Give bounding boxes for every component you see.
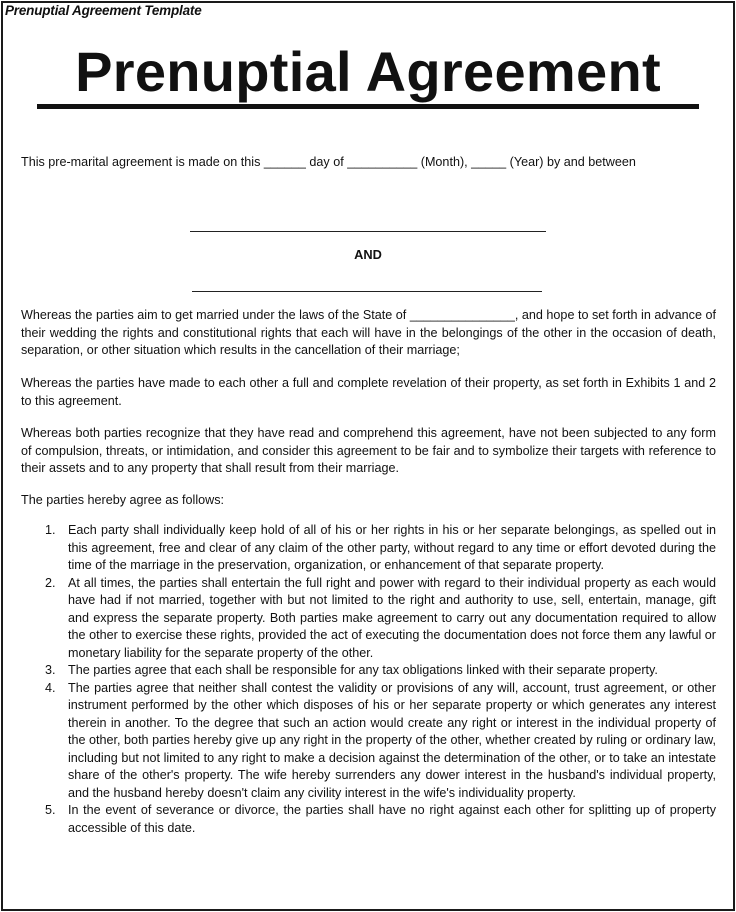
- list-item-number: 1.: [45, 523, 56, 537]
- list-item: [21, 802, 716, 837]
- list-item-number: 4.: [45, 680, 56, 695]
- list-item: [21, 522, 716, 575]
- list-item-text: The parties agree that neither shall contest the validity or provisions of any will, account, trust agreement, or other instrument performed by the other which disposes of his or her separate property or which generates any interest therein in another. To the degree that such an action would create any right or interest in the individual property of the other, both parties hereby give up any right in the property of the other, whether created by ruling or ordinary law, including but not limited to any right to make a decision against the determination of the other, or to take an intestate share of the other's property. The wife hereby surrenders any dower interest in the husband's individual property, and the husband hereby doesn't claim any civility interest in the wife's individuality property.: [68, 680, 716, 800]
- intro-paragraph: This pre-marital agreement is made on this ______ day of __________ (Month), _____ (Year) by and between: [21, 155, 636, 169]
- list-item-text: Each party shall individually keep hold of all of his or her rights in his or her separate belongings, as spelled out in this agreement, free and clear of any claim of the other party, without regard to any time or effort devoted during the time of the marriage in the preservation, organization, or enhancement of that separate property.: [68, 523, 716, 572]
- list-item-text: At all times, the parties shall entertain the full right and power with regard to their individual property as each would have had if not married, together with but not limited to the right and authority to use, sell, entertain, manage, gift and express the separate property. Both parties make agreement to carry out any documentation required to allow the other to exercise these rights, provided the act of executing the documentation does not force them any lawful or monetary liability for the separate property of the other.: [68, 575, 716, 660]
- agreement-intro: The parties hereby agree as follows:: [21, 493, 225, 507]
- whereas-paragraph-1: Whereas the parties aim to get married under the laws of the State of _______________, and hope to set forth in advance of their wedding the rights and constitutional rights that each will have in the belongings of the other in the occasion of death, separation, or other situation which results in the cancellation of their marriage;: [21, 308, 716, 357]
- list-item-number: 5.: [45, 803, 56, 817]
- party-two-signature-line: [192, 291, 542, 292]
- page-title: Prenuptial Agreement: [75, 40, 661, 103]
- party-one-signature-line: [190, 231, 546, 232]
- and-separator: AND: [354, 247, 382, 262]
- list-item: [21, 575, 716, 663]
- list-item-number: 2.: [45, 575, 56, 590]
- list-item-text: The parties agree that each shall be responsible for any tax obligations linked with their separate property.: [68, 663, 658, 677]
- whereas-paragraph-3: Whereas both parties recognize that they have read and comprehend this agreement, have not been subjected to any form of compulsion, threats, or intimidation, and consider this agreement to be fair and to symbolize their targets with reference to their assets and to any property that shall result from their marriage.: [21, 426, 716, 475]
- agreement-terms-list: [21, 522, 716, 837]
- list-item: [21, 680, 716, 803]
- title-underline: [37, 104, 699, 109]
- list-item-number: 3.: [45, 663, 56, 677]
- whereas-paragraph-2: Whereas the parties have made to each other a full and complete revelation of their property, as set forth in Exhibits 1 and 2 to this agreement.: [21, 376, 716, 408]
- list-item-text: In the event of severance or divorce, the parties shall have no right against each other for splitting up of property accessible of this date.: [68, 803, 716, 835]
- list-item: [21, 662, 716, 680]
- document-label: Prenuptial Agreement Template: [5, 3, 202, 18]
